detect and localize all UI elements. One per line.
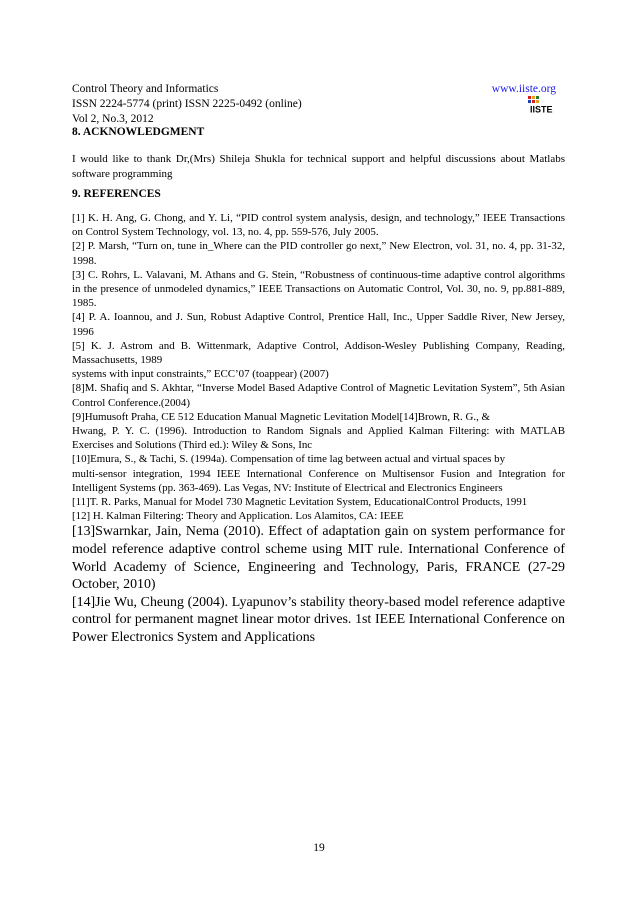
- iiste-logo: [528, 96, 558, 114]
- reference-1: [1] K. H. Ang, G. Chong, and Y. Li, “PID control system analysis, design, and technology,” IEEE Transactions on Control System Technology, vol. 13, no. 4, pp. 559-576, July 2005.: [72, 212, 565, 239]
- acknowledgment-text: I would like to thank Dr,(Mrs) Shileja Shukla for technical support and helpful discussions about Matlabs software programming: [72, 153, 565, 180]
- reference-fragment: systems with input constraints,” ECC’07 (toappear) (2007): [72, 368, 329, 381]
- reference-9-continued: Hwang, P. Y. C. (1996). Introduction to Random Signals and Applied Kalman Filtering: with MATLAB Exercises and Solutions (Third ed.): Wiley & Sons, Inc: [72, 425, 565, 452]
- page-number: 19: [313, 842, 325, 854]
- acknowledgment-heading: 8. ACKNOWLEDGMENT: [72, 126, 205, 138]
- journal-volume: Vol 2, No.3, 2012: [72, 112, 154, 125]
- svg-text:IISTE: IISTE: [530, 104, 553, 114]
- reference-list: [72, 211, 565, 647]
- reference-12: [12] H. Kalman Filtering: Theory and Application. Los Alamitos, CA: IEEE: [72, 510, 404, 523]
- reference-8: [8]M. Shafiq and S. Akhtar, “Inverse Model Based Adaptive Control of Magnetic Levitation System”, 5th Asian Control Conference.(2004): [72, 382, 565, 409]
- journal-title: Control Theory and Informatics: [72, 83, 219, 95]
- journal-issn: ISSN 2224-5774 (print) ISSN 2225-0492 (online): [72, 97, 302, 110]
- reference-10: [10]Emura, S., & Tachi, S. (1994a). Compensation of time lag between actual and virtual spaces by: [72, 453, 506, 466]
- reference-3: [3] C. Rohrs, L. Valavani, M. Athans and G. Stein, “Robustness of continuous-time adaptive control algorithms in the presence of unmodeled dynamics,” IEEE Transactions on Automatic Control, Vol. 30, no. 9, pp.881-889, 1985.: [72, 268, 565, 310]
- journal-url-link[interactable]: www.iiste.org: [491, 83, 556, 95]
- reference-10-continued: multi-sensor integration, 1994 IEEE International Conference on Multisensor Fusion and Integration for Intelligent Systems (pp. 363-469). Las Vegas, NV: Institute of Electrical and Electronics Engineers: [72, 467, 565, 494]
- reference-2: [2] P. Marsh, “Turn on, tune in_Where can the PID controller go next,” New Electron, vol. 31, no. 4, pp. 31-32, 1998.: [72, 240, 565, 267]
- reference-9: [9]Humusoft Praha, CE 512 Education Manual Magnetic Levitation Model[14]Brown, R. G., &: [72, 410, 491, 423]
- reference-11: [11]T. R. Parks, Manual for Model 730 Magnetic Levitation System, EducationalControl Products, 1991: [72, 496, 528, 509]
- journal-header: [72, 82, 302, 126]
- references-heading: 9. REFERENCES: [72, 188, 161, 200]
- reference-5: [5] K. J. Astrom and B. Wittenmark, Adaptive Control, Addison-Wesley Publishing Company, Reading, Massachusetts, 1989: [72, 339, 565, 367]
- reference-4: [4] P. A. Ioannou, and J. Sun, Robust Adaptive Control, Prentice Hall, Inc., Upper Saddle River, New Jersey, 1996: [72, 311, 565, 338]
- reference-13: [13]Swarnkar, Jain, Nema (2010). Effect of adaptation gain on system performance for model reference adaptive control scheme using MIT rule. International Conference of World Academy of Science, Engineering and Technology, Paris, FRANCE (27-29 October, 2010): [72, 524, 565, 593]
- reference-14: [14]Jie Wu, Cheung (2004). Lyapunov’s stability theory-based model reference adaptive control for permanent magnet linear motor drives. 1st IEEE International Conference on Power Electronics System and Applications: [72, 594, 565, 646]
